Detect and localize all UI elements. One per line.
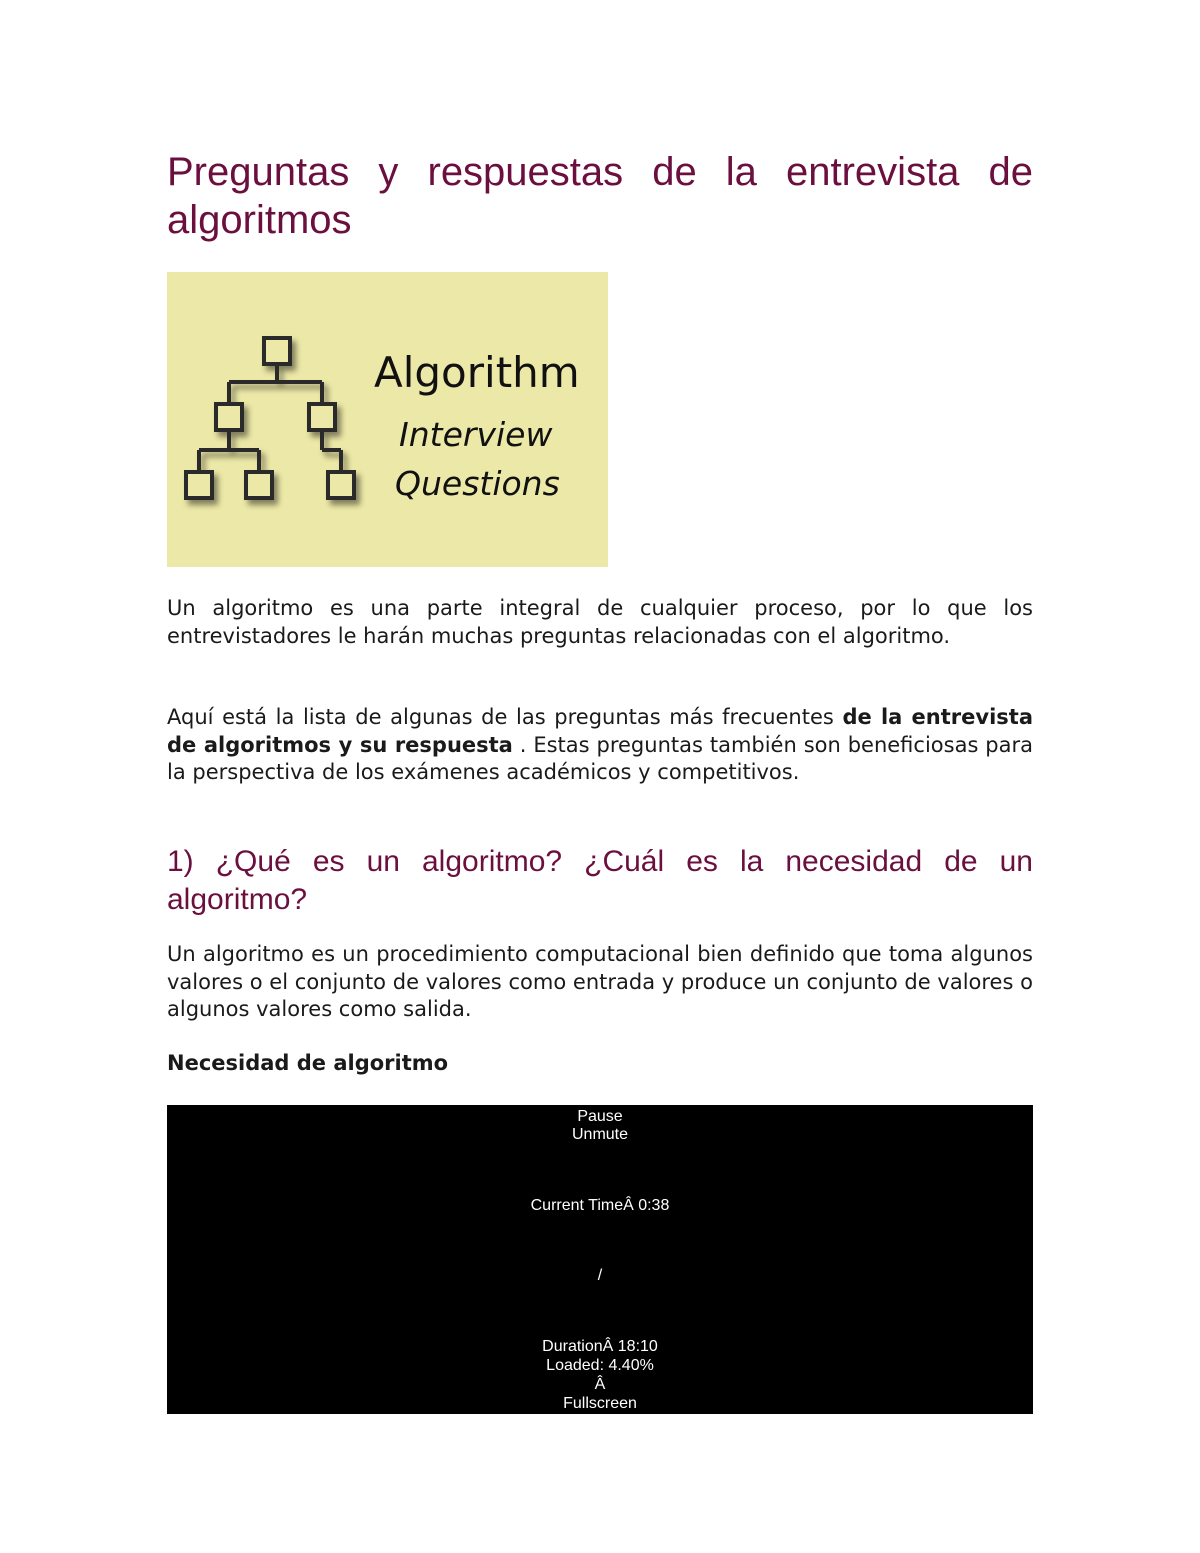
stray-glyph: Â: [594, 1376, 606, 1393]
need-for-algorithm-heading: Necesidad de algoritmo: [167, 1051, 449, 1075]
pause-button[interactable]: Pause: [577, 1108, 623, 1125]
page-title: Preguntas y respuestas de la entrevista de algoritmos: [167, 150, 1033, 242]
question-1-heading: 1) ¿Qué es un algoritmo? ¿Cuál es la necesidad de un algoritmo?: [167, 845, 1033, 916]
hero-subtitle-line1: Interview: [399, 415, 553, 454]
time-separator: /: [597, 1267, 603, 1284]
loaded-status: Loaded: 4.40%: [546, 1357, 654, 1374]
hero-subtitle-line2: Questions: [395, 464, 560, 503]
list-intro-tail: . Estas preguntas también son beneficiosas para la perspectiva de los exámenes académicos y competitivos.: [167, 732, 1033, 784]
list-intro-paragraph: [167, 704, 1033, 787]
unmute-button[interactable]: Unmute: [571, 1126, 629, 1143]
intro-paragraph: Un algoritmo es una parte integral de cualquier proceso, por lo que los entrevistadores le harán muchas preguntas relacionadas con el algoritmo.: [167, 596, 1033, 648]
video-player[interactable]: [167, 1105, 1033, 1414]
list-intro-bold: de la entrevista de algoritmos y su respuesta: [167, 705, 1033, 757]
duration: DurationÂ 18:10: [542, 1338, 658, 1355]
hero-title-text: Algorithm: [374, 348, 580, 397]
current-time: Current TimeÂ 0:38: [530, 1197, 670, 1214]
algorithm-hero-image: [167, 272, 608, 567]
fullscreen-button[interactable]: Fullscreen: [563, 1395, 637, 1412]
list-intro-text: Aquí está la lista de algunas de las preguntas más frecuentes: [167, 705, 843, 729]
answer-1-paragraph: Un algoritmo es un procedimiento computacional bien definido que toma algunos valores o el conjunto de valores como entrada y produce un conjunto de valores o algunos valores como salida.: [167, 942, 1033, 1021]
